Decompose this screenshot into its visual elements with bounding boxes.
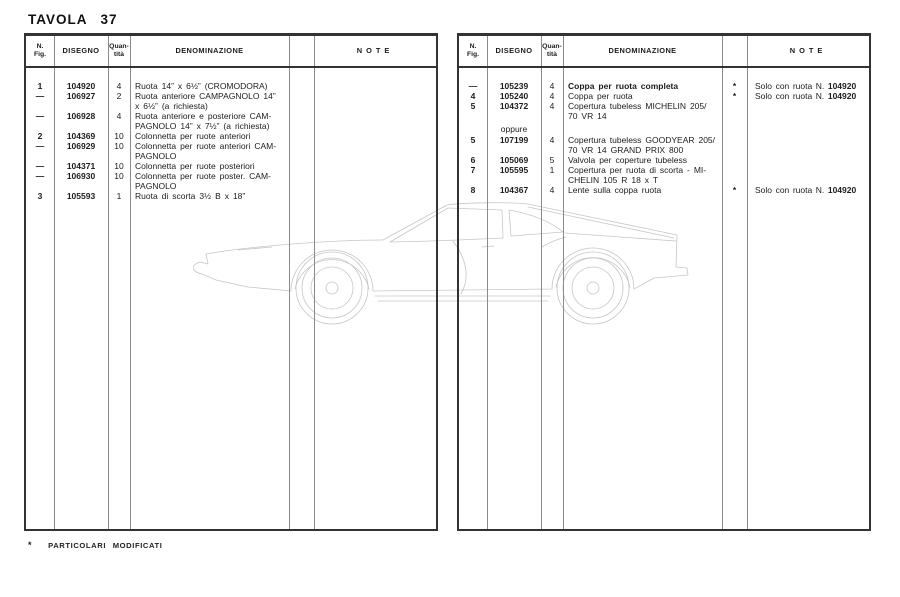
note-cell: Solo con ruota N. 104920	[755, 91, 857, 101]
footer-legend	[28, 540, 162, 550]
qty-cell: 10	[114, 141, 124, 151]
disegno-cell: 104920	[66, 81, 96, 91]
page-title	[28, 12, 118, 27]
header-disegno: DISEGNO	[62, 46, 100, 55]
denominazione-cell	[130, 141, 289, 161]
fig-cell: 7	[470, 165, 476, 175]
denominazione-line: Copertura per ruota di scorta - MI-	[568, 165, 707, 175]
header-note: NOTE	[789, 46, 827, 55]
denominazione-cell	[563, 155, 722, 165]
denominazione-line: PAGNOLO	[135, 151, 177, 161]
denominazione-line: Coppa per ruota	[568, 91, 633, 101]
fig-cell: 4	[470, 91, 476, 101]
asterisk-icon: *	[28, 540, 33, 550]
qty-cell: 10	[114, 131, 124, 141]
denominazione-line: 70 VR 14	[568, 111, 607, 121]
denominazione-line: Colonnetta per ruote poster. CAM-	[135, 171, 271, 181]
denominazione-line: Colonnetta per ruote anteriori	[135, 131, 251, 141]
qty-cell: 4	[116, 81, 122, 91]
qty-cell: 2	[116, 91, 122, 101]
header-disegno: DISEGNO	[495, 46, 533, 55]
table-row	[459, 155, 869, 165]
table-row	[459, 135, 869, 155]
disegno-cell: 106930	[66, 171, 96, 181]
table-body	[26, 68, 436, 529]
modified-asterisk-icon: *	[732, 91, 737, 101]
disegno-cell: 104371	[66, 161, 96, 171]
denominazione-cell	[563, 165, 722, 185]
disegno-cell: 106928	[66, 111, 96, 121]
table-header	[26, 36, 436, 68]
table-row	[459, 101, 869, 121]
fig-cell: 3	[37, 191, 43, 201]
table-row	[26, 131, 436, 141]
qty-cell: 4	[549, 101, 555, 111]
header-qty: Quan- tità	[542, 43, 562, 58]
fig-cell: —	[35, 111, 45, 121]
table-row	[459, 185, 869, 195]
qty-cell: 5	[549, 155, 555, 165]
table-header	[459, 36, 869, 68]
fig-cell: 1	[37, 81, 43, 91]
qty-cell: 4	[549, 185, 555, 195]
header-fig: N. Fig.	[466, 43, 480, 58]
denominazione-line: x 6½” (a richiesta)	[135, 101, 208, 111]
disegno-cell: oppure	[500, 124, 528, 134]
header-denominazione: DENOMINAZIONE	[608, 46, 677, 55]
table-row	[459, 165, 869, 185]
qty-cell: 1	[116, 191, 122, 201]
denominazione-cell	[130, 191, 289, 201]
fig-cell: 5	[470, 135, 476, 145]
fig-cell: —	[35, 161, 45, 171]
denominazione-line: Copertura tubeless GOODYEAR 205/	[568, 135, 716, 145]
table-row	[26, 161, 436, 171]
table-row	[26, 111, 436, 131]
note-cell: Solo con ruota N. 104920	[755, 185, 857, 195]
header-note: NOTE	[356, 46, 394, 55]
denominazione-line: Lente sulla coppa ruota	[568, 185, 662, 195]
denominazione-line: Ruota anteriore CAMPAGNOLO 14”	[135, 91, 276, 101]
table-row	[26, 141, 436, 161]
denominazione-cell	[563, 101, 722, 121]
table-body	[459, 68, 869, 529]
qty-cell: 1	[549, 165, 555, 175]
fig-cell: —	[468, 81, 478, 91]
denominazione-line: CHELIN 105 R 18 x T	[568, 175, 659, 185]
denominazione-cell	[130, 161, 289, 171]
modified-asterisk-icon: *	[732, 81, 737, 91]
fig-cell: 5	[470, 101, 476, 111]
footer-label: PARTICOLARI MODIFICATI	[48, 540, 163, 550]
qty-cell: 4	[549, 81, 555, 91]
disegno-cell: 106927	[66, 91, 96, 101]
table-row	[459, 124, 869, 134]
note-ref-number: 104920	[827, 91, 857, 101]
parts-table-right	[457, 33, 871, 531]
note-ref-number: 104920	[827, 81, 857, 91]
denominazione-cell	[130, 111, 289, 131]
denominazione-cell	[130, 81, 289, 91]
table-row	[26, 171, 436, 191]
fig-cell: —	[35, 141, 45, 151]
denominazione-cell	[563, 135, 722, 155]
denominazione-line: PAGNOLO 14” x 7½” (a richiesta)	[135, 121, 270, 131]
qty-cell: 10	[114, 161, 124, 171]
qty-cell: 4	[116, 111, 122, 121]
parts-table-left	[24, 33, 438, 531]
header-qty: Quan- tità	[109, 43, 129, 58]
denominazione-cell	[563, 81, 722, 91]
fig-cell: 2	[37, 131, 43, 141]
denominazione-line: Copertura tubeless MICHELIN 205/	[568, 101, 707, 111]
denominazione-line: Ruota anteriore e posteriore CAM-	[135, 111, 272, 121]
denominazione-cell	[130, 91, 289, 111]
denominazione-cell	[130, 131, 289, 141]
denominazione-line: PAGNOLO	[135, 181, 177, 191]
note-cell: Solo con ruota N. 104920	[755, 81, 857, 91]
table-row	[26, 91, 436, 111]
denominazione-cell	[563, 91, 722, 101]
fig-cell: —	[35, 91, 45, 101]
fig-cell: —	[35, 171, 45, 181]
denominazione-cell	[130, 171, 289, 191]
disegno-cell: 104372	[499, 101, 529, 111]
fig-cell: 6	[470, 155, 476, 165]
disegno-cell: 105593	[66, 191, 96, 201]
note-ref-number: 104920	[827, 185, 857, 195]
table-row	[26, 191, 436, 201]
denominazione-cell	[563, 185, 722, 195]
disegno-cell: 106929	[66, 141, 96, 151]
disegno-cell: 105069	[499, 155, 529, 165]
qty-cell: 4	[549, 135, 555, 145]
fig-cell: 8	[470, 185, 476, 195]
disegno-cell: 107199	[499, 135, 529, 145]
disegno-cell: 104367	[499, 185, 529, 195]
denominazione-line: Ruota di scorta 3½ B x 18”	[135, 191, 246, 201]
modified-asterisk-icon: *	[732, 185, 737, 195]
disegno-cell: 104369	[66, 131, 96, 141]
table-row	[26, 81, 436, 91]
header-fig: N. Fig.	[33, 43, 47, 58]
table-row	[459, 91, 869, 101]
page-title-label: TAVOLA	[28, 12, 88, 27]
header-denominazione: DENOMINAZIONE	[175, 46, 244, 55]
qty-cell: 4	[549, 91, 555, 101]
denominazione-line: Coppa per ruota completa	[568, 81, 679, 91]
table-row	[459, 81, 869, 91]
disegno-cell: 105240	[499, 91, 529, 101]
disegno-cell: 105595	[499, 165, 529, 175]
denominazione-line: Ruota 14” x 6½” (CROMODORA)	[135, 81, 268, 91]
denominazione-line: Valvola per coperture tubeless	[568, 155, 687, 165]
page-title-number: 37	[100, 12, 118, 27]
qty-cell: 10	[114, 171, 124, 181]
denominazione-line: Colonnetta per ruote anteriori CAM-	[135, 141, 277, 151]
disegno-cell: 105239	[499, 81, 529, 91]
denominazione-line: 70 VR 14 GRAND PRIX 800	[568, 145, 684, 155]
denominazione-line: Colonnetta per ruote posteriori	[135, 161, 255, 171]
